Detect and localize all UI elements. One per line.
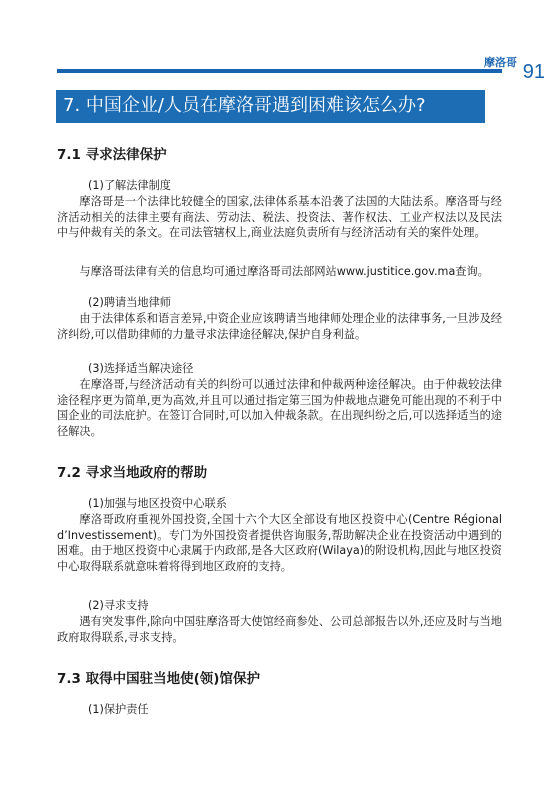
paragraph-legal-system: 摩洛哥是一个法律比较健全的国家,法律体系基本沿袭了法国的大陆法系。摩洛哥与经济活动相关的法律主要有商法、劳动法、税法、投资法、著作权法、工业产权法以及民法中与仲裁有关的条文。在司法管辖权上,商业法庭负责所有与经济活动有关的案件处理。 xyxy=(57,195,502,239)
header-rule xyxy=(57,69,502,73)
chapter-title: 7. 中国企业/人员在摩洛哥遇到困难该怎么办? xyxy=(63,95,426,116)
subheading-understand-legal-system: (1)了解法律制度 xyxy=(88,179,171,192)
paragraph-seek-support: 遇有突发事件,除向中国驻摩洛哥大使馆经商参处、公司总部报告以外,还应及时与当地政府取得联系,寻求支持。 xyxy=(57,615,502,644)
subheading-seek-support: (2)寻求支持 xyxy=(88,599,149,612)
subheading-investment-center: (1)加强与地区投资中心联系 xyxy=(88,497,227,510)
paragraph-hire-lawyer: 由于法律体系和语言差异,中资企业应该聘请当地律师处理企业的法律事务,一旦涉及经济纠纷,可以借助律师的力量寻求法律途径解决,保护自身利益。 xyxy=(57,312,502,341)
section-heading-7-2: 7.2 寻求当地政府的帮助 xyxy=(57,465,208,481)
page-number: 91 xyxy=(522,61,545,83)
paragraph-resolution: 在摩洛哥,与经济活动有关的纠纷可以通过法律和仲裁两种途径解决。由于仲裁较法律途径程序更为简单,更为高效,并且可以通过指定第三国为仲裁地点避免可能出现的不利于中国企业的司法庇护。在签订合同时,可以加入仲裁条款。在出现纠纷之后,可以选择适当的途径解决。 xyxy=(57,378,502,438)
subheading-choose-resolution: (3)选择适当解决途径 xyxy=(88,362,194,375)
section-heading-7-1: 7.1 寻求法律保护 xyxy=(57,147,167,163)
subheading-hire-local-lawyer: (2)聘请当地律师 xyxy=(88,296,171,309)
paragraph-investment-center: 摩洛哥政府重视外国投资,全国十六个大区全部设有地区投资中心(Centre Régional d’Investissement)。专门为外国投资者提供咨询服务,帮助解决企业在投资活动中遇到的困难。由于地区投资中心隶属于内政部,是各大区政府(Wilaya)的附设机构,因此与地区投资中心取得联系就意味着将得到地区政府的支持。 xyxy=(57,513,502,573)
subheading-protection-responsibility: (1)保护责任 xyxy=(88,703,149,716)
running-header-country: 摩洛哥 xyxy=(484,56,517,69)
paragraph-justice-website: 与摩洛哥法律有关的信息均可通过摩洛哥司法部网站www.justitice.gov.ma查询。 xyxy=(79,265,489,278)
section-heading-7-3: 7.3 取得中国驻当地使(领)馆保护 xyxy=(57,671,260,687)
